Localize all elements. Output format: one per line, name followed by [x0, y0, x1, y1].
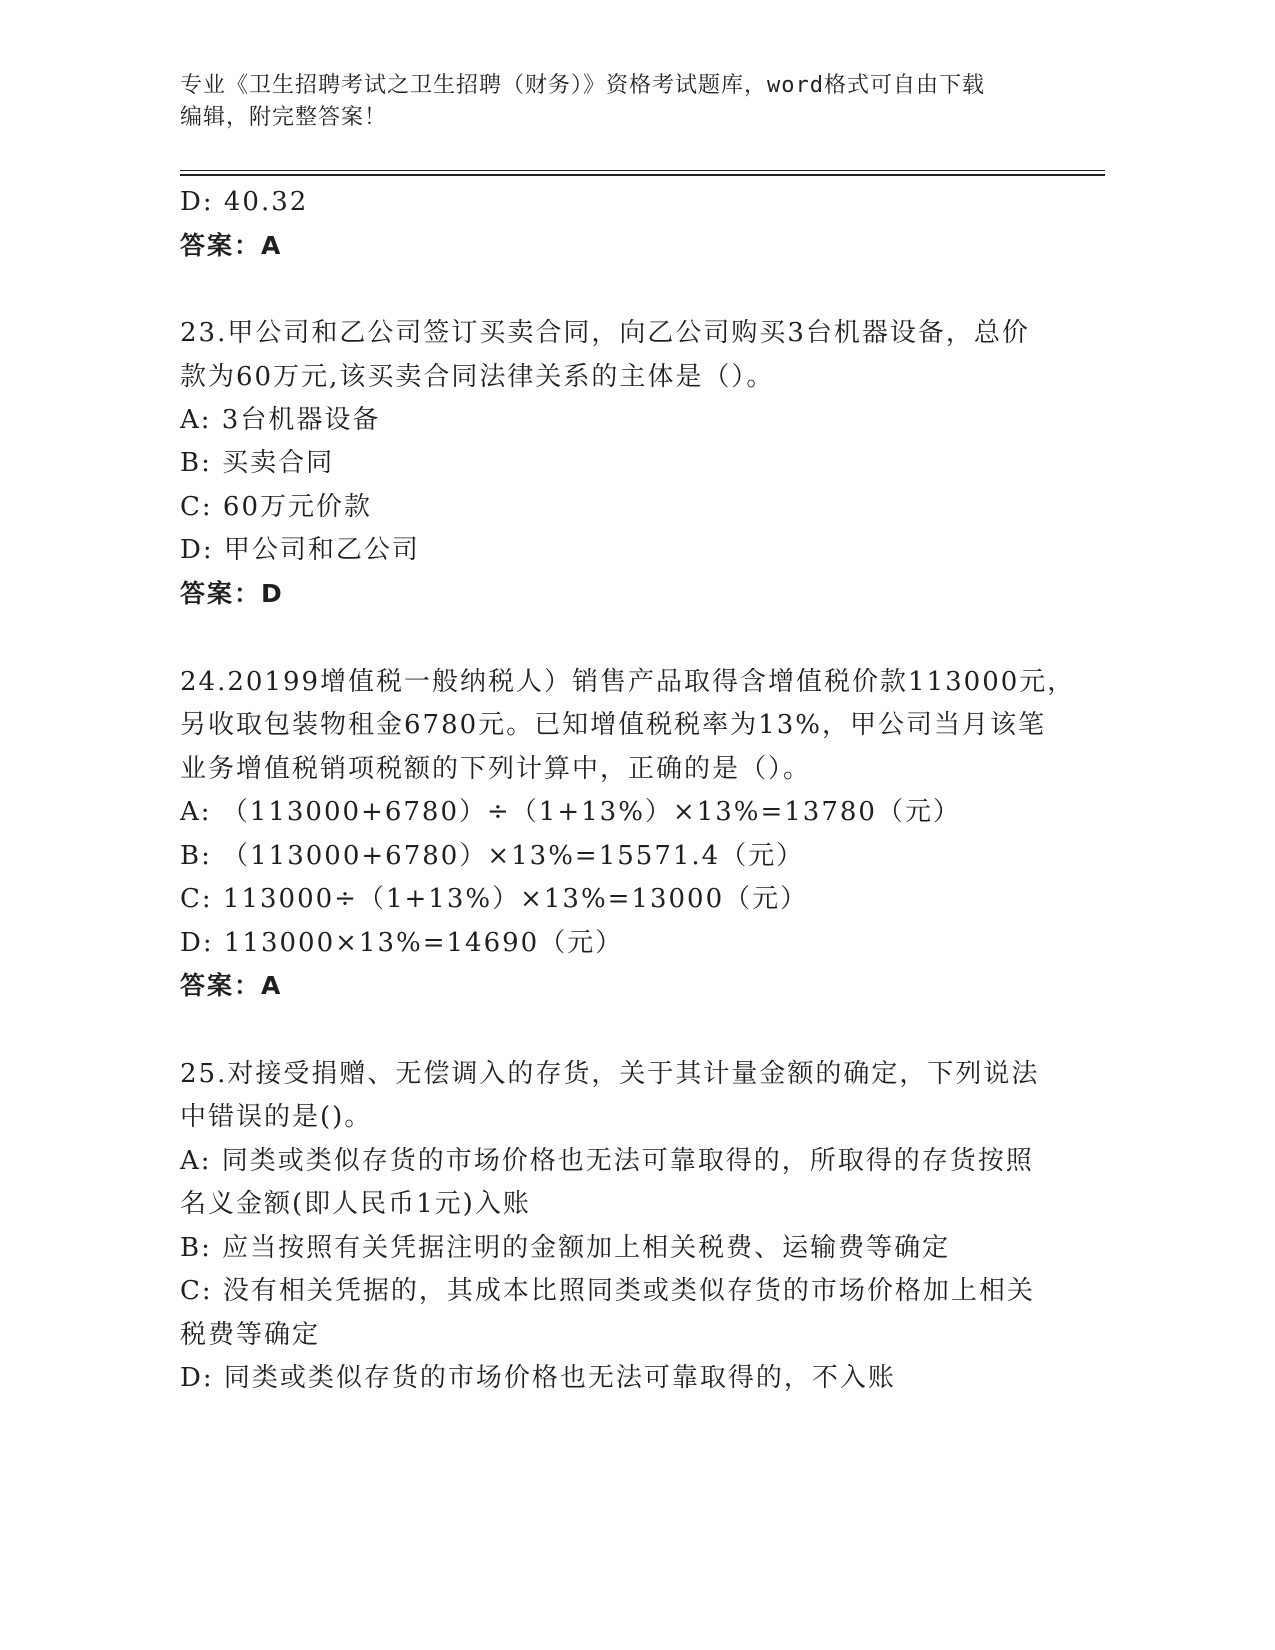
q25-text-line-2: 中错误的是()。	[180, 1102, 373, 1132]
q23-option-c: C: 60万元价款	[180, 492, 373, 522]
prev-option-d: D: 40.32	[180, 187, 309, 217]
q25-text-line-1: 25.对接受捐赠、无偿调入的存货，关于其计量金额的确定，下列说法	[180, 1059, 1040, 1089]
q24-option-a: A: （113000+6780）÷（1+13%）×13%=13780（元）	[180, 797, 961, 827]
q24-text-line-3: 业务增值税销项税额的下列计算中，正确的是（）。	[180, 754, 812, 784]
q24-option-c: C: 113000÷（1+13%）×13%=13000（元）	[180, 884, 809, 914]
q25-option-d: D: 同类或类似存货的市场价格也无法可靠取得的，不入账	[180, 1363, 896, 1393]
q23-text-line-1: 23.甲公司和乙公司签订买卖合同，向乙公司购买3台机器设备，总价	[180, 318, 1030, 348]
q24-answer: 答案：A	[180, 971, 283, 1000]
q25-option-c-line-1: C: 没有相关凭据的，其成本比照同类或类似存货的市场价格加上相关	[180, 1276, 1035, 1306]
q25-option-b: B: 应当按照有关凭据注明的金额加上相关税费、运输费等确定	[180, 1233, 951, 1263]
q24-text-line-1: 24.20199增值税一般纳税人）销售产品取得含增值税价款113000元，	[180, 667, 1076, 697]
q23-option-a: A: 3台机器设备	[180, 405, 381, 435]
q23-option-d: D: 甲公司和乙公司	[180, 535, 420, 565]
page-header	[180, 70, 1040, 134]
q25-option-a-line-1: A: 同类或类似存货的市场价格也无法可靠取得的，所取得的存货按照	[180, 1146, 1034, 1176]
header-divider-thin	[180, 170, 1105, 171]
prev-answer: 答案：A	[180, 231, 283, 260]
q23-option-b: B: 买卖合同	[180, 448, 335, 478]
q24-option-b: B: （113000+6780）×13%=15571.4（元）	[180, 841, 805, 871]
q23-text-line-2: 款为60万元,该买卖合同法律关系的主体是（）。	[180, 362, 775, 392]
header-divider-thick	[180, 174, 1105, 176]
header-line-1: 专业《卫生招聘考试之卫生招聘（财务）》资格考试题库，word格式可自由下载	[180, 73, 985, 98]
q25-option-c-line-2: 税费等确定	[180, 1320, 321, 1350]
q25-option-a-line-2: 名义金额(即人民币1元)入账	[180, 1189, 531, 1219]
q24-option-d: D: 113000×13%=14690（元）	[180, 928, 624, 958]
q24-text-line-2: 另收取包装物租金6780元。已知增值税税率为13%，甲公司当月该笔	[180, 710, 1046, 740]
q23-answer: 答案：D	[180, 579, 284, 608]
header-line-2: 编辑，附完整答案！	[180, 105, 388, 130]
